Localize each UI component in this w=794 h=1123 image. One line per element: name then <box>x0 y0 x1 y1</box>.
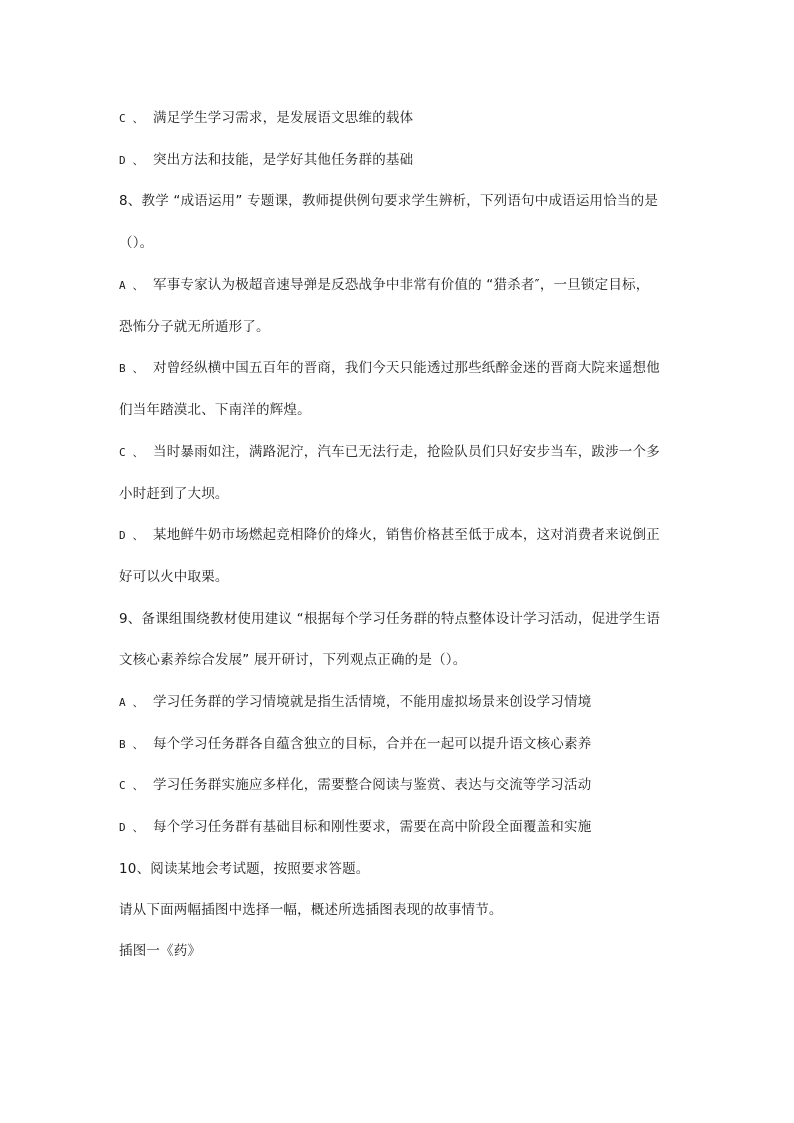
q9-option-b <box>119 735 679 754</box>
q8-option-c-line1 <box>119 443 679 462</box>
option-label: A 、 <box>119 696 144 709</box>
option-text: 某地鲜牛奶市场燃起竞相降价的烽火，销售价格甚至低于成本，这对消费者来说倒正 <box>153 527 660 543</box>
q8-stem-line1: 8、教学 “成语运用” 专题课，教师提供例句要求学生辨析，下列语句中成语运用恰当的是 <box>119 193 659 209</box>
option-text: 学习任务群的学习情境就是指生活情境，不能用虚拟场景来创设学习情境 <box>153 694 592 710</box>
option-text: 军事专家认为极超音速导弹是反恐战争中非常有价值的 “猎杀者″，一旦锁定目标， <box>153 277 650 293</box>
option-label: C 、 <box>119 112 144 125</box>
option-label: B 、 <box>119 362 144 375</box>
option-label: D 、 <box>119 154 144 167</box>
option-label: B 、 <box>119 738 144 751</box>
q9-stem-line2: 文核心素养综合发展” 展开研讨，下列观点正确的是（）。 <box>119 652 467 668</box>
q8-option-d-line1 <box>119 526 679 545</box>
option-label: D 、 <box>119 821 144 834</box>
option-text: 学习任务群实施应多样化，需要整合阅读与鉴赏、表达与交流等学习活动 <box>153 777 592 793</box>
q8-option-a-line1 <box>119 276 679 295</box>
option-label: C 、 <box>119 779 144 792</box>
q8-option-c-line2: 小时赶到了大坝。 <box>119 486 229 502</box>
q9-stem-line1: 9、备课组围绕教材使用建议 “根据每个学习任务群的特点整体设计学习活动，促进学生语 <box>119 611 661 627</box>
option-label: A 、 <box>119 279 144 292</box>
q8-option-b-line2: 们当年踏漠北、下南洋的辉煌。 <box>119 402 311 418</box>
q10-figure-caption: 插图一《药》 <box>119 943 202 959</box>
option-text: 每个学习任务群有基础目标和刚性要求，需要在高中阶段全面覆盖和实施 <box>153 819 592 835</box>
option-text: 当时暴雨如注，满路泥泞，汽车已无法行走，抢险队员们只好安步当车，跋涉一个多 <box>153 444 660 460</box>
q7-option-c <box>119 109 679 128</box>
q8-option-b-line1 <box>119 359 679 378</box>
option-text: 每个学习任务群各自蕴含独立的目标，合并在一起可以提升语文核心素养 <box>153 736 592 752</box>
q8-stem-line2: （）。 <box>119 235 154 251</box>
q10-stem: 10、阅读某地会考试题，按照要求答题。 <box>119 861 370 877</box>
q8-option-a-line2: 恐怖分子就无所遁形了。 <box>119 319 270 335</box>
option-text: 满足学生学习需求，是发展语文思维的载体 <box>153 110 414 126</box>
option-text: 对曾经纵横中国五百年的晋商，我们今天只能透过那些纸醉金迷的晋商大院来遥想他 <box>153 360 660 376</box>
option-label: D 、 <box>119 529 144 542</box>
q9-option-d <box>119 818 679 837</box>
q9-option-a <box>119 693 679 712</box>
option-label: C 、 <box>119 446 144 459</box>
q10-instruction: 请从下面两幅插图中选择一幅，概述所选插图表现的故事情节。 <box>119 902 503 918</box>
q7-option-d <box>119 151 679 170</box>
q8-option-d-line2: 好可以火中取栗。 <box>119 569 229 585</box>
option-text: 突出方法和技能，是学好其他任务群的基础 <box>153 152 414 168</box>
q9-option-c <box>119 776 679 795</box>
